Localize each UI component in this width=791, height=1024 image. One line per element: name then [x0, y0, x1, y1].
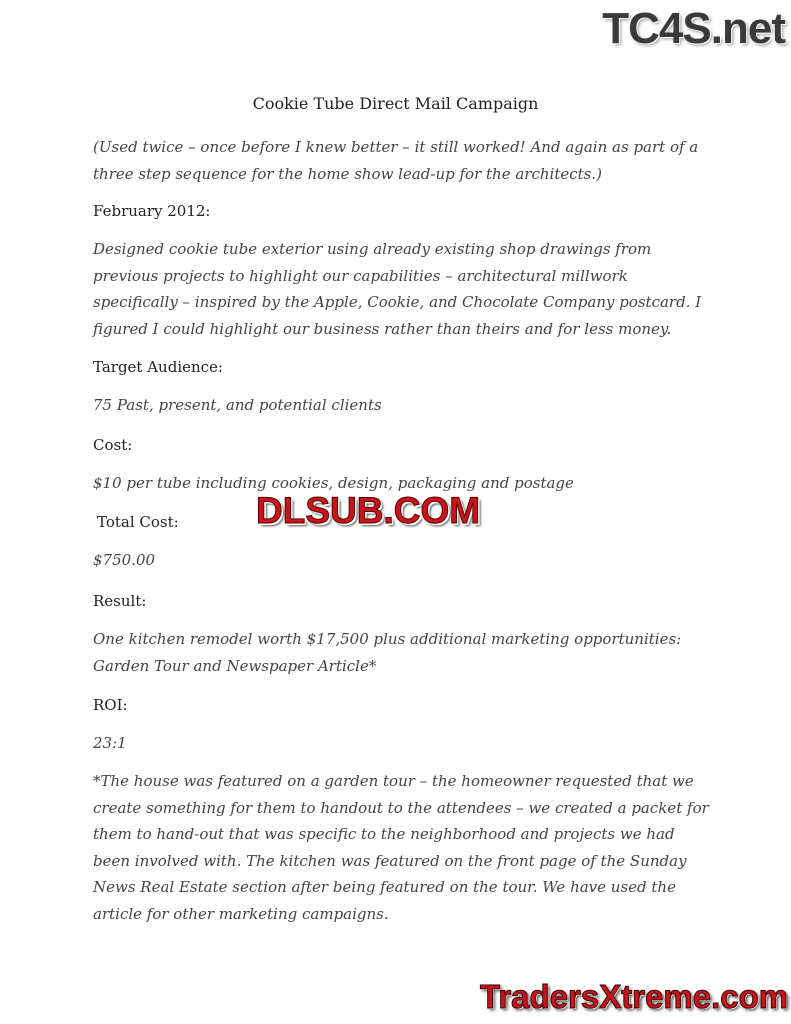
footnote-paragraph: *The house was featured on a garden tour – the homeowner requested that we create something for them to handout to the attendees – we created a packet for them to hand-out that was specific to the neighborhood and projects we had been involved with. The kitchen was featured on the front page of the Sunday News Real Estate section after being featured on the tour. We have used the article for other marketing campaigns. [93, 772, 709, 923]
total-cost-heading: Total Cost: [97, 513, 179, 531]
intro-paragraph: (Used twice – once before I knew better – it still worked! And again as part of a three step sequence for the home show lead-up for the architects.) [93, 138, 699, 183]
cost-heading: Cost: [93, 436, 133, 454]
roi-value: 23:1 [93, 734, 127, 752]
result-value: One kitchen remodel worth $17,500 plus additional marketing opportunities: Garden Tour and Newspaper Article* [93, 630, 682, 675]
total-cost-value: $750.00 [93, 551, 156, 569]
cost-value: $10 per tube including cookies, design, packaging and postage [93, 474, 574, 492]
watermark-top: TC4S.net [602, 4, 785, 53]
watermark-middle: DLSUB.COM [256, 490, 481, 531]
roi-heading: ROI: [93, 696, 128, 714]
description-paragraph: Designed cookie tube exterior using already existing shop drawings from previous projects to highlight our capabilities – architectural millwork specifically – inspired by the Apple, Cookie, and Chocolate Company postcard. I figured I could highlight our business rather than theirs and for less money. [93, 240, 702, 338]
audience-value: 75 Past, present, and potential clients [93, 396, 382, 414]
watermark-bottom: TradersXtreme.com [480, 978, 789, 1015]
result-heading: Result: [93, 592, 147, 610]
date-heading: February 2012: [93, 202, 211, 220]
document-title: Cookie Tube Direct Mail Campaign [252, 94, 539, 113]
audience-heading: Target Audience: [93, 358, 223, 376]
